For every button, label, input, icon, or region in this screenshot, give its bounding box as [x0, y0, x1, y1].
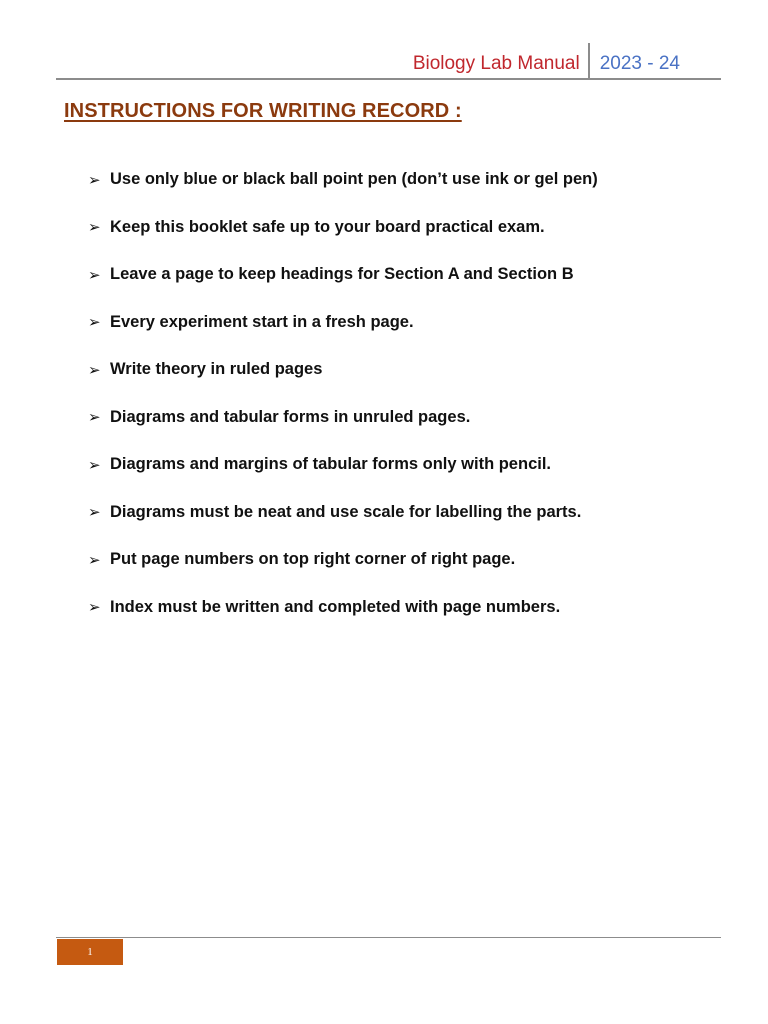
- page-number-badge: [57, 939, 123, 965]
- list-item: [88, 251, 598, 299]
- arrow-bullet-icon: ➢: [88, 314, 101, 332]
- list-item-text: Leave a page to keep headings for Section A and Section B: [110, 265, 574, 284]
- arrow-bullet-icon: ➢: [88, 409, 101, 427]
- arrow-bullet-icon: ➢: [88, 219, 101, 237]
- list-item-text: Diagrams and tabular forms in unruled pages.: [110, 407, 471, 426]
- list-item: [88, 441, 598, 489]
- list-item: [88, 536, 598, 584]
- list-item-text: Keep this booklet safe up to your board practical exam.: [110, 217, 545, 236]
- arrow-bullet-icon: ➢: [88, 361, 101, 379]
- list-item-text: Diagrams must be neat and use scale for labelling the parts.: [110, 502, 582, 521]
- page-heading: INSTRUCTIONS FOR WRITING RECORD :: [64, 100, 462, 122]
- list-item-text: Write theory in ruled pages: [110, 360, 323, 379]
- list-item: [88, 394, 598, 442]
- list-item-text: Use only blue or black ball point pen (don’t use ink or gel pen): [110, 170, 598, 189]
- footer-rule: [56, 937, 721, 938]
- list-item: [88, 299, 598, 347]
- arrow-bullet-icon: ➢: [88, 266, 101, 284]
- list-item-text: Diagrams and margins of tabular forms only with pencil.: [110, 455, 551, 474]
- header-year: 2023 - 24: [599, 53, 680, 74]
- page-number: 1: [87, 946, 93, 958]
- arrow-bullet-icon: ➢: [88, 504, 101, 522]
- list-item: [88, 489, 598, 537]
- list-item: [88, 156, 598, 204]
- header-rule: [56, 78, 721, 80]
- arrow-bullet-icon: ➢: [88, 599, 101, 617]
- list-item: [88, 204, 598, 252]
- list-item-text: Index must be written and completed with page numbers.: [110, 597, 561, 616]
- header-title: Biology Lab Manual: [412, 53, 580, 74]
- arrow-bullet-icon: ➢: [88, 171, 101, 189]
- page-header: [413, 48, 680, 80]
- list-item-text: Put page numbers on top right corner of right page.: [110, 550, 516, 569]
- list-item: [88, 346, 598, 394]
- list-item-text: Every experiment start in a fresh page.: [110, 312, 414, 331]
- arrow-bullet-icon: ➢: [88, 551, 101, 569]
- arrow-bullet-icon: ➢: [88, 456, 101, 474]
- list-item: [88, 584, 598, 632]
- instruction-list: [88, 156, 598, 631]
